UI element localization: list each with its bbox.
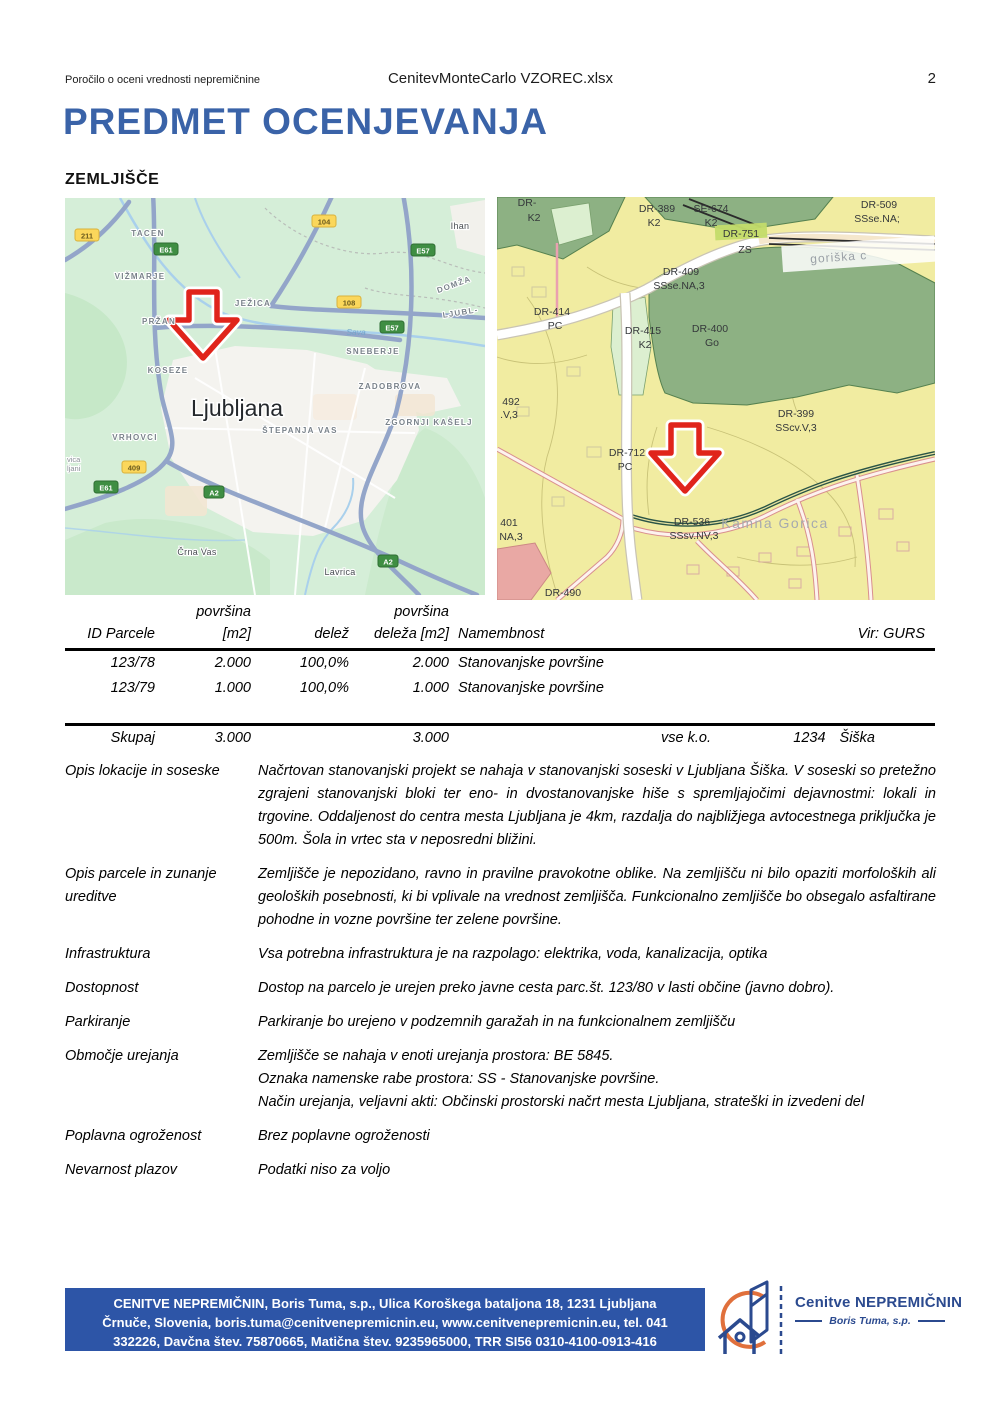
col-header-share-area-top: površina (394, 604, 449, 620)
place-label: PRŽAN (141, 317, 177, 326)
overview-map (65, 198, 485, 595)
cell-area: 1.000 (214, 680, 251, 696)
zoning-line: Oznaka namenske rabe prostora: SS - Stanovanjske površine. (258, 1071, 660, 1087)
place-label: SNEBERJE (346, 347, 400, 356)
cell-use: Stanovanjske površine (458, 680, 604, 696)
detail-label: Območje urejanja (65, 1048, 179, 1064)
total-area: 3.000 (214, 730, 251, 746)
zone-label: 492 (502, 396, 520, 408)
property-details (65, 760, 936, 1193)
place-label: ŠTEPANJA VAS (262, 426, 338, 435)
zone-label: SSsv.NV,3 (669, 530, 719, 542)
company-logo-icon (707, 1276, 791, 1360)
parcel-table (65, 601, 935, 751)
detail-label: Poplavna ogroženost (65, 1128, 202, 1144)
zone-label: NA,3 (499, 531, 523, 543)
detail-text: Dostop na parcelo je urejen preko javne cesta parc.št. 123/80 v lasti občine (javno dobro). (258, 980, 835, 996)
page-header (65, 70, 936, 87)
logo-dot (736, 1333, 744, 1341)
river-label: Sava (346, 327, 366, 337)
place-label: KOSEZE (147, 366, 189, 375)
footer-contact-bar (65, 1288, 705, 1351)
detail-row-zoning (65, 1045, 936, 1114)
road-badge: A2 (209, 488, 219, 498)
detail-text (258, 1045, 936, 1114)
zone-label: DR-509 (860, 199, 898, 211)
report-type-label: Poročilo o oceni vrednosti nepremičnine (65, 74, 261, 86)
cadastral-number: 1234 (793, 730, 826, 746)
road-badge: 409 (127, 463, 141, 473)
zone-label: 401 (500, 517, 518, 529)
cell-use: Stanovanjske površine (458, 655, 604, 671)
detail-text: Parkiranje bo urejeno v podzemnih garažah in na funkcionalnem zemljišču (258, 1014, 736, 1030)
company-logo (707, 1276, 791, 1360)
detail-label: Opis parcele in zunanje ureditve (65, 866, 217, 905)
settlement-label: Kamna Gorica (721, 515, 829, 531)
road-badge: 108 (342, 298, 356, 308)
zone-label: K2 (647, 217, 661, 229)
place-label: VIŽMARJE (114, 272, 166, 281)
road-badge: E61 (99, 483, 113, 493)
zone-label: .V,3 (500, 409, 518, 421)
table-header-row-1 (65, 601, 935, 623)
section-heading-zemljisce: ZEMLJIŠČE (65, 171, 160, 188)
detail-row-flood (65, 1125, 936, 1148)
detail-row-parking (65, 1011, 936, 1034)
road-badge: 211 (80, 231, 94, 241)
detail-label: Parkiranje (65, 1014, 131, 1030)
place-label: ZGORNJI KAŠELJ (385, 418, 473, 427)
zone-label: SSse.NA; (854, 213, 900, 225)
road-badge: 104 (317, 217, 331, 227)
table-row (65, 676, 935, 701)
place-label: Črna Vas (177, 547, 217, 557)
place-label: VRHOVCI (112, 433, 158, 442)
place-label: ljani (67, 464, 81, 473)
zone-label: PC (617, 461, 633, 473)
zoning-line: Zemljišče se nahaja v enoti urejanja prostora: BE 5845. (258, 1048, 614, 1064)
total-share-area: 3.000 (412, 730, 449, 746)
zone-label: SE-674 (693, 203, 729, 215)
zoning-line: Način urejanja, veljavni akti: Občinski prostorski načrt mesta Ljubljana, strateški in izvedeni del (258, 1094, 865, 1110)
detail-text: Zemljišče je nepozidano, ravno in pravilne pravokotne oblike. Na zemljišču ni bilo opaziti morfoloških ali geoloških posebnosti, ki bi vplivale na vrednost zemljišča. Funkcionalno zemljišče bo obsegalo asfaltirane pohodne in vozne površine ter zelene površine. (258, 866, 936, 928)
zone-label: DR-751 (722, 228, 760, 240)
terrain-patch (313, 394, 357, 420)
zone-label: DR-490 (544, 587, 582, 599)
cell-area: 2.000 (214, 655, 251, 671)
place-label: DOMŽA (435, 274, 473, 296)
page-title: PREDMET OCENJEVANJA (63, 101, 549, 142)
road-badge: E57 (416, 246, 430, 256)
cell-share: 100,0% (299, 655, 349, 671)
road-badge: A2 (383, 557, 393, 567)
footer-contact-line: 332226, Davčna štev. 75870665, Matična štev. 9235965000, TRR SI56 0310-4100-0913-416 (113, 1334, 657, 1350)
cell-share-area: 2.000 (412, 655, 449, 671)
zone-label: K2 (527, 212, 541, 224)
logo-title: Cenitve NEPREMIČNIN (795, 1294, 963, 1311)
place-label: TACEN (131, 229, 165, 238)
zone-label: K2 (638, 339, 652, 351)
overview-map-canvas (65, 198, 485, 595)
table-source-label: Vir: GURS (857, 626, 925, 642)
table-total-row (65, 726, 935, 751)
footer-contact-line: Črnuče, Slovenia, boris.tuma@cenitvenepremicnin.eu, www.cenitvenepremicnin.eu, tel. 041 (102, 1315, 668, 1331)
detail-row-location (65, 760, 936, 852)
zoning-map (497, 197, 935, 600)
detail-label: Dostopnost (65, 980, 139, 996)
detail-row-parcel (65, 863, 936, 932)
detail-text: Načrtovan stanovanjski projekt se nahaja v stanovanjski soseski v Ljubljana Šiška. V soseski so pretežno zgrajeni stanovanjski bloki ter eno- in dvostanovanjske hiše s spremljajočimi dejavnostmi: lokali in trgovine. Oddaljenost do centra mesta Ljubljana je 4km, razdalja do najbližjega avtocestnega priključka je 500m. Šola in vrtec sta v neposredni bližini. (258, 763, 936, 848)
road-badge: E57 (385, 323, 399, 333)
detail-text: Podatki niso za voljo (258, 1162, 391, 1178)
company-logo-text (795, 1294, 963, 1327)
col-header-share: delež (314, 626, 349, 642)
detail-label: Infrastruktura (65, 946, 151, 962)
col-header-area-unit: [m2] (222, 626, 251, 642)
terrain-patch (165, 486, 207, 516)
detail-row-access (65, 977, 936, 1000)
cell-parcel-id: 123/79 (110, 680, 155, 696)
cell-share: 100,0% (299, 680, 349, 696)
zone-label: DR-399 (777, 408, 815, 420)
place-label: JEŽICA (234, 299, 272, 308)
logo-dash (918, 1320, 945, 1322)
detail-label: Opis lokacije in soseske (65, 763, 220, 779)
footer-contact-line: CENITVE NEPREMIČNIN, Boris Tuma, s.p., Ulica Koroškega bataljona 18, 1231 Ljubljana (113, 1296, 657, 1311)
detail-row-infrastructure (65, 943, 936, 966)
page-number: 2 (927, 70, 937, 87)
zone-label: DR-389 (638, 203, 676, 215)
logo-subtitle: Boris Tuma, s.p. (829, 1315, 911, 1327)
total-label: Skupaj (110, 730, 155, 746)
cell-parcel-id: 123/78 (110, 655, 155, 671)
zone-label: DR- (517, 197, 537, 209)
zone-label: DR-415 (624, 325, 662, 337)
zone-label: K2 (704, 217, 718, 229)
street-name-label: goriška c (809, 248, 868, 266)
detail-label: Nevarnost plazov (65, 1162, 178, 1178)
col-header-parcel-id: ID Parcele (87, 626, 155, 642)
place-label: vica (67, 455, 81, 464)
detail-text: Brez poplavne ogroženosti (258, 1128, 430, 1144)
zone-label: Go (704, 337, 720, 349)
zone-label: DR-400 (691, 323, 729, 335)
zone-label: SSse.NA,3 (653, 280, 705, 292)
road-badge: E61 (159, 245, 173, 255)
zone-label: DR-409 (662, 266, 700, 278)
zoning-map-canvas (497, 197, 935, 600)
zone-label: DR-414 (533, 306, 571, 318)
workbook-filename: CenitevMonteCarlo VZOREC.xlsx (387, 70, 614, 87)
col-header-area-top: površina (196, 604, 251, 620)
place-label: LJUBL- (442, 305, 480, 320)
cell-share-area: 1.000 (412, 680, 449, 696)
logo-dash (795, 1320, 822, 1322)
zone-label: SScv.V,3 (775, 422, 817, 434)
place-label: Lavrica (324, 567, 356, 577)
zone-label: DR-712 (608, 447, 646, 459)
col-header-share-area: deleža [m2] (374, 626, 449, 642)
place-label: ZADOBROVA (358, 382, 422, 391)
zone-label: DR-536 (673, 516, 711, 528)
table-header-row-2 (65, 623, 935, 645)
table-row (65, 651, 935, 676)
col-header-use: Namembnost (458, 626, 545, 642)
detail-text: Vsa potrebna infrastruktura je na razpolago: elektrika, voda, kanalizacija, optika (258, 946, 768, 962)
zone-label: ZS (738, 244, 752, 256)
cadastral-name: Šiška (839, 730, 875, 746)
detail-row-landslide (65, 1159, 936, 1182)
zone-label: PC (547, 320, 563, 332)
cadastral-label: vse k.o. (661, 730, 711, 746)
place-label: Ihan (450, 221, 470, 231)
city-label: Ljubljana (190, 395, 284, 421)
